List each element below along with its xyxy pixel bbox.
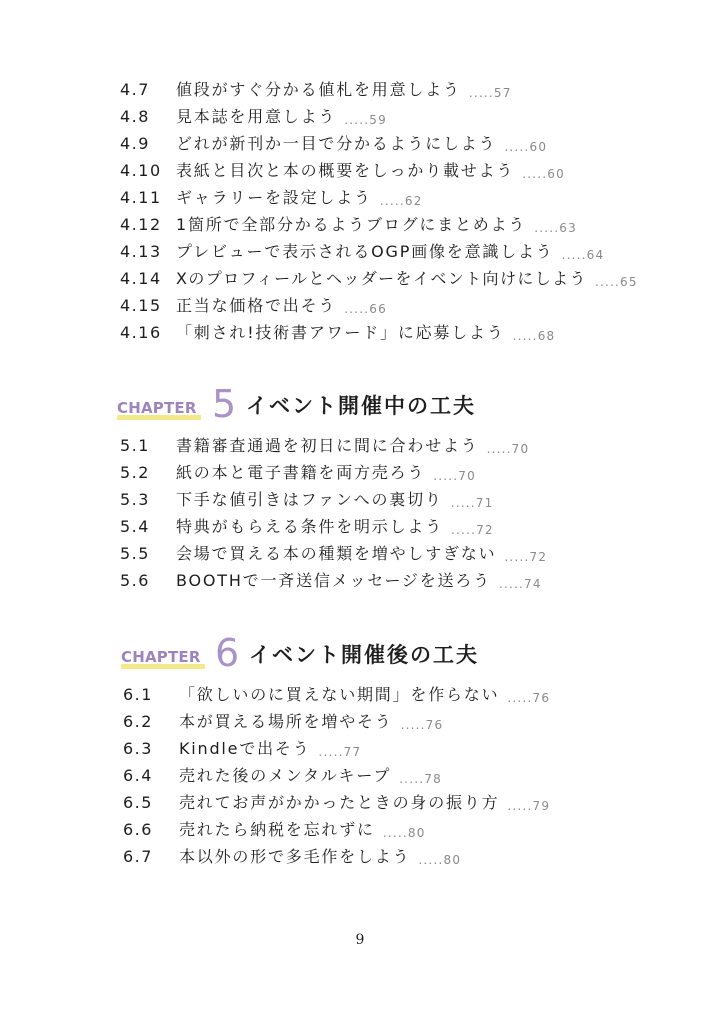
entry-number: 6.5 <box>123 793 153 812</box>
entry-title: ギャラリーを設定しよう .....62 <box>176 188 423 208</box>
entry-number: 5.4 <box>120 517 150 536</box>
toc-entry[interactable] <box>0 463 720 490</box>
chapter-label: CHAPTER <box>121 648 201 666</box>
entry-number: 5.3 <box>120 490 150 509</box>
entry-page: .....64 <box>561 248 605 262</box>
entry-title: 紙の本と電子書籍を両方売ろう .....70 <box>176 463 476 483</box>
toc-entry[interactable] <box>0 161 720 188</box>
entry-number: 5.2 <box>120 463 150 482</box>
entry-page: .....68 <box>512 329 556 343</box>
entry-page: .....57 <box>468 86 512 100</box>
entry-number: 4.9 <box>120 134 150 153</box>
entry-title: 本が買える場所を増やそう .....76 <box>179 712 444 732</box>
chapter-5-heading <box>0 378 720 426</box>
entry-title: 書籍審査通過を初日に間に合わせよう .....70 <box>176 436 530 456</box>
toc-entry[interactable] <box>0 793 720 820</box>
entry-number: 6.2 <box>123 712 153 731</box>
entry-title: BOOTHで一斉送信メッセージを送ろう .....74 <box>176 571 542 591</box>
toc-entry[interactable] <box>0 436 720 463</box>
entry-number: 4.11 <box>120 188 162 207</box>
chapter-title: イベント開催後の工夫 <box>249 643 479 667</box>
entry-page: .....59 <box>344 113 387 127</box>
toc-entry[interactable] <box>0 571 720 598</box>
entry-title: どれが新刊か一目で分かるようにしよう .....60 <box>176 134 548 154</box>
entry-page: .....65 <box>594 275 638 289</box>
entry-title: 1箇所で全部分かるようブログにまとめよう .....63 <box>176 215 577 235</box>
toc-entry[interactable] <box>0 685 720 712</box>
chapter-number: 5 <box>212 382 237 426</box>
toc-entry[interactable] <box>0 766 720 793</box>
chapter-label: CHAPTER <box>117 399 197 417</box>
entry-number: 5.6 <box>120 571 150 590</box>
entry-title: 売れたら納税を忘れずに .....80 <box>179 820 426 840</box>
entry-page: .....76 <box>400 718 444 732</box>
toc-section-4-list <box>0 80 720 350</box>
entry-number: 4.13 <box>120 242 162 261</box>
entry-title: 下手な値引きはファンへの裏切り .....71 <box>176 490 494 510</box>
entry-number: 6.3 <box>123 739 153 758</box>
chapter-6-heading <box>0 627 720 675</box>
toc-chapter-6-list <box>0 685 720 874</box>
entry-number: 5.5 <box>120 544 150 563</box>
entry-number: 4.7 <box>120 80 150 99</box>
entry-title: 「欲しいのに買えない期間」を作らない .....76 <box>179 685 551 705</box>
entry-number: 6.4 <box>123 766 153 785</box>
entry-page: .....76 <box>507 691 551 705</box>
toc-chapter-5-list <box>0 436 720 598</box>
entry-number: 6.7 <box>123 847 153 866</box>
page-number: 9 <box>355 932 365 948</box>
entry-title: 売れた後のメンタルキープ .....78 <box>179 766 442 786</box>
toc-entry[interactable] <box>0 847 720 874</box>
toc-entry[interactable] <box>0 296 720 323</box>
entry-page: .....72 <box>451 523 494 537</box>
entry-title: 本以外の形で多毛作をしよう .....80 <box>179 847 462 867</box>
chapter-title: イベント開催中の工夫 <box>246 394 476 418</box>
entry-page: .....70 <box>433 469 476 483</box>
entry-number: 4.10 <box>120 161 162 180</box>
entry-page: .....72 <box>504 550 548 564</box>
entry-title: 正当な価格で出そう .....66 <box>176 296 387 316</box>
toc-entry[interactable] <box>0 490 720 517</box>
toc-entry[interactable] <box>0 134 720 161</box>
entry-page: .....71 <box>450 496 494 510</box>
entry-page: .....78 <box>399 772 442 786</box>
entry-number: 4.16 <box>120 323 162 342</box>
entry-number: 4.15 <box>120 296 162 315</box>
entry-number: 5.1 <box>120 436 150 455</box>
entry-title: 会場で買える本の種類を増やしすぎない .....72 <box>176 544 548 564</box>
entry-title: 見本誌を用意しよう .....59 <box>176 107 387 127</box>
entry-page: .....60 <box>504 140 548 154</box>
entry-page: .....60 <box>522 167 565 181</box>
entry-title: Xのプロフィールとヘッダーをイベント向けにしよう .....65 <box>176 269 638 289</box>
toc-entry[interactable] <box>0 242 720 269</box>
entry-title: 表紙と目次と本の概要をしっかり載せよう .....60 <box>176 161 565 181</box>
toc-entry[interactable] <box>0 80 720 107</box>
entry-page: .....80 <box>418 853 462 867</box>
toc-entry[interactable] <box>0 107 720 134</box>
entry-title: 特典がもらえる条件を明示しよう .....72 <box>176 517 494 537</box>
entry-title: 「刺され!技術書アワード」に応募しよう .....68 <box>176 323 556 343</box>
toc-entry[interactable] <box>0 820 720 847</box>
entry-number: 4.8 <box>120 107 150 126</box>
entry-page: .....80 <box>382 826 426 840</box>
toc-entry[interactable] <box>0 269 720 296</box>
toc-entry[interactable] <box>0 215 720 242</box>
entry-page: .....66 <box>344 302 387 316</box>
toc-entry[interactable] <box>0 712 720 739</box>
toc-entry[interactable] <box>0 188 720 215</box>
toc-entry[interactable] <box>0 323 720 350</box>
chapter-number: 6 <box>215 631 240 675</box>
entry-number: 6.1 <box>123 685 153 704</box>
toc-entry[interactable] <box>0 739 720 766</box>
entry-title: Kindleで出そう .....77 <box>179 739 362 759</box>
entry-number: 6.6 <box>123 820 153 839</box>
entry-page: .....79 <box>507 799 551 813</box>
entry-title: 売れてお声がかかったときの身の振り方 .....79 <box>179 793 551 813</box>
entry-page: .....70 <box>486 442 530 456</box>
entry-number: 4.14 <box>120 269 162 288</box>
toc-entry[interactable] <box>0 517 720 544</box>
entry-title: 値段がすぐ分かる値札を用意しよう .....57 <box>176 80 512 100</box>
entry-page: .....77 <box>318 745 362 759</box>
entry-page: .....62 <box>379 194 423 208</box>
toc-entry[interactable] <box>0 544 720 571</box>
entry-number: 4.12 <box>120 215 162 234</box>
entry-page: .....63 <box>534 221 577 235</box>
entry-title: プレビューで表示されるOGP画像を意識しよう .....64 <box>176 242 605 262</box>
entry-page: .....74 <box>498 577 542 591</box>
